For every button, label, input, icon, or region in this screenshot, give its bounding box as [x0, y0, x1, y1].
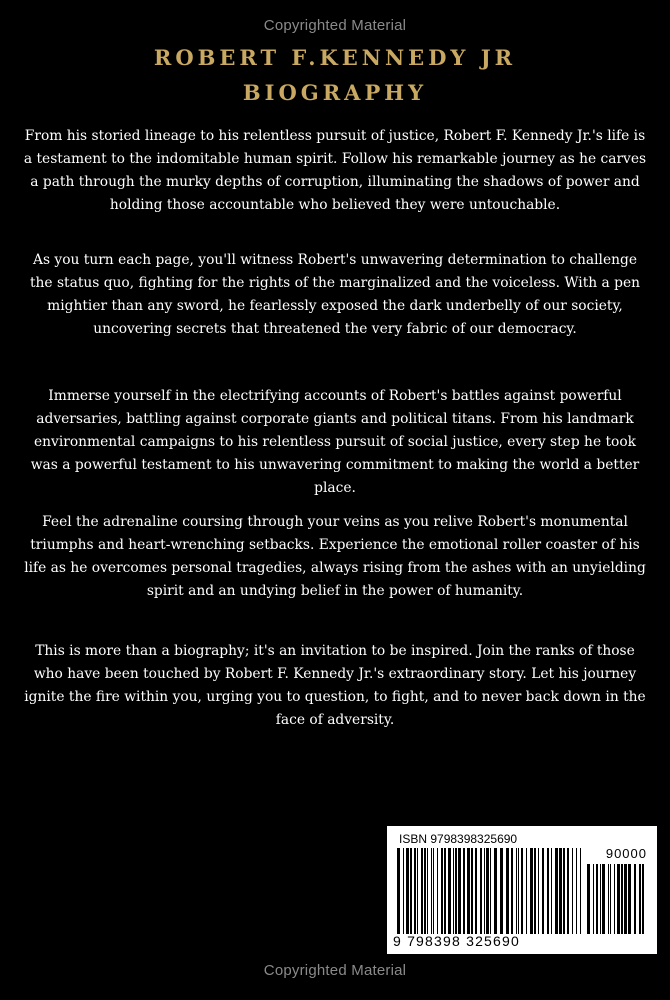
isbn-barcode-box [387, 826, 657, 954]
barcode-bar [621, 864, 623, 934]
barcode-bar [433, 848, 434, 934]
barcode-bar [410, 848, 412, 934]
barcode-bar [441, 848, 443, 934]
barcode-bar [576, 848, 577, 934]
blurb-paragraph-5: This is more than a biography; it's an invitation to be inspired. Join the ranks of those who have been touched by Robert F. Kennedy Jr.'s extraordinary story. Let his journey ignite the fire within you, urging you to question, to fight, and to never back down in the face of adversity. [24, 643, 646, 728]
barcode-bar [458, 848, 461, 934]
barcode-bar [642, 864, 644, 934]
copyright-watermark-bottom: Copyrighted Material [263, 962, 407, 979]
blurb-paragraph-4: Feel the adrenaline coursing through your veins as you relive Robert's monumental triumphs and heart-wrenching setbacks. Experience the emotional roller coaster of his life as he overcomes personal tragedies, always rising from the ashes with an unyielding spirit and an undying belief in the power of humanity. [24, 514, 646, 599]
barcode-bar [596, 864, 598, 934]
barcode-bar [567, 848, 569, 934]
barcode-bar [448, 848, 451, 934]
copyright-watermark-top: Copyrighted Material [263, 17, 407, 34]
blurb-paragraph-3: Immerse yourself in the electrifying accounts of Robert's battles against powerful adversaries, battling against corporate giants and political titans. From his landmark environmental campaigns to his relentless pursuit of social justice, every step he took was a powerful testament to his unwavering commitment to making the world a better place. [30, 388, 640, 496]
barcode-bar [587, 864, 590, 934]
barcode-bar [530, 848, 533, 934]
blurb-paragraph-1: From his storied lineage to his relentless pursuit of justice, Robert F. Kennedy Jr.'s life is a testament to the indomitable human spirit. Follow his remarkable journey as he carves a path through the murky depths of corruption, illuminating the shadows of power and holding those accountable who believed they were untouchable. [23, 128, 647, 213]
barcode-bar [494, 848, 497, 934]
barcode-bar [602, 864, 605, 934]
barcode-bar [624, 864, 627, 934]
barcode-bar [608, 864, 609, 934]
barcode-bar [534, 848, 536, 934]
barcode-bar [628, 864, 631, 934]
barcode-bar [427, 848, 428, 934]
barcode-bar [453, 848, 454, 934]
barcode-bar [634, 864, 636, 934]
blurb-paragraph-2: As you turn each page, you'll witness Robert's unwavering determination to challenge the status quo, fighting for the rights of the marginalized and the voiceless. With a pen mightier than any sword, he fearlessly exposed the dark underbelly of our society, uncovering secrets that threatened the very fabric of our democracy. [29, 252, 640, 337]
barcode-main-bars [397, 848, 583, 934]
barcode-bar [526, 848, 527, 934]
barcode-bar [486, 848, 489, 934]
barcode-bar [639, 864, 641, 934]
barcode-bar [506, 848, 509, 934]
barcode-bar [614, 864, 615, 934]
barcode-bar [563, 848, 565, 934]
price-code: 90000 [605, 846, 647, 861]
barcode-bar [414, 848, 416, 934]
barcode-bar [480, 848, 482, 934]
barcode-bar [600, 864, 601, 934]
book-subtitle: BIOGRAPHY [242, 80, 428, 105]
barcode-bar [490, 848, 491, 934]
barcode-bar [555, 848, 558, 934]
barcode-bar [542, 848, 544, 934]
barcode-bar [444, 848, 446, 934]
barcode-bar [551, 848, 552, 934]
barcode-bar [455, 848, 457, 934]
barcode-bar [397, 848, 400, 934]
barcode-bar [547, 848, 549, 934]
barcode-bar [516, 848, 517, 934]
barcode-bar [521, 848, 523, 934]
barcode-bar [572, 848, 573, 934]
barcode-bar [417, 848, 418, 934]
book-title: ROBERT F.KENNEDY JR [153, 45, 517, 70]
barcode-addon-bars [587, 864, 647, 934]
barcode-bar [500, 848, 503, 934]
barcode-bar [518, 848, 519, 934]
barcode-bar [484, 848, 485, 934]
barcode-bar [463, 848, 465, 934]
barcode-digits: 9 798398 325690 [393, 933, 520, 949]
barcode-bar [406, 848, 409, 934]
barcode-bar [424, 848, 426, 934]
barcode-bar [617, 864, 620, 934]
barcode-bar [471, 848, 473, 934]
barcode-bar [467, 848, 470, 934]
barcode-bar [559, 848, 562, 934]
barcode-bar [511, 848, 513, 934]
barcode-bar [403, 848, 404, 934]
barcode-bar [610, 864, 611, 934]
barcode-bar [580, 848, 581, 934]
barcode-bar [431, 848, 432, 934]
barcode-bar [475, 848, 477, 934]
barcode-bar [437, 848, 438, 934]
barcode-bar [421, 848, 423, 934]
barcode-bar [538, 848, 539, 934]
barcode-bar [593, 864, 594, 934]
isbn-label: ISBN 9798398325690 [399, 832, 518, 846]
